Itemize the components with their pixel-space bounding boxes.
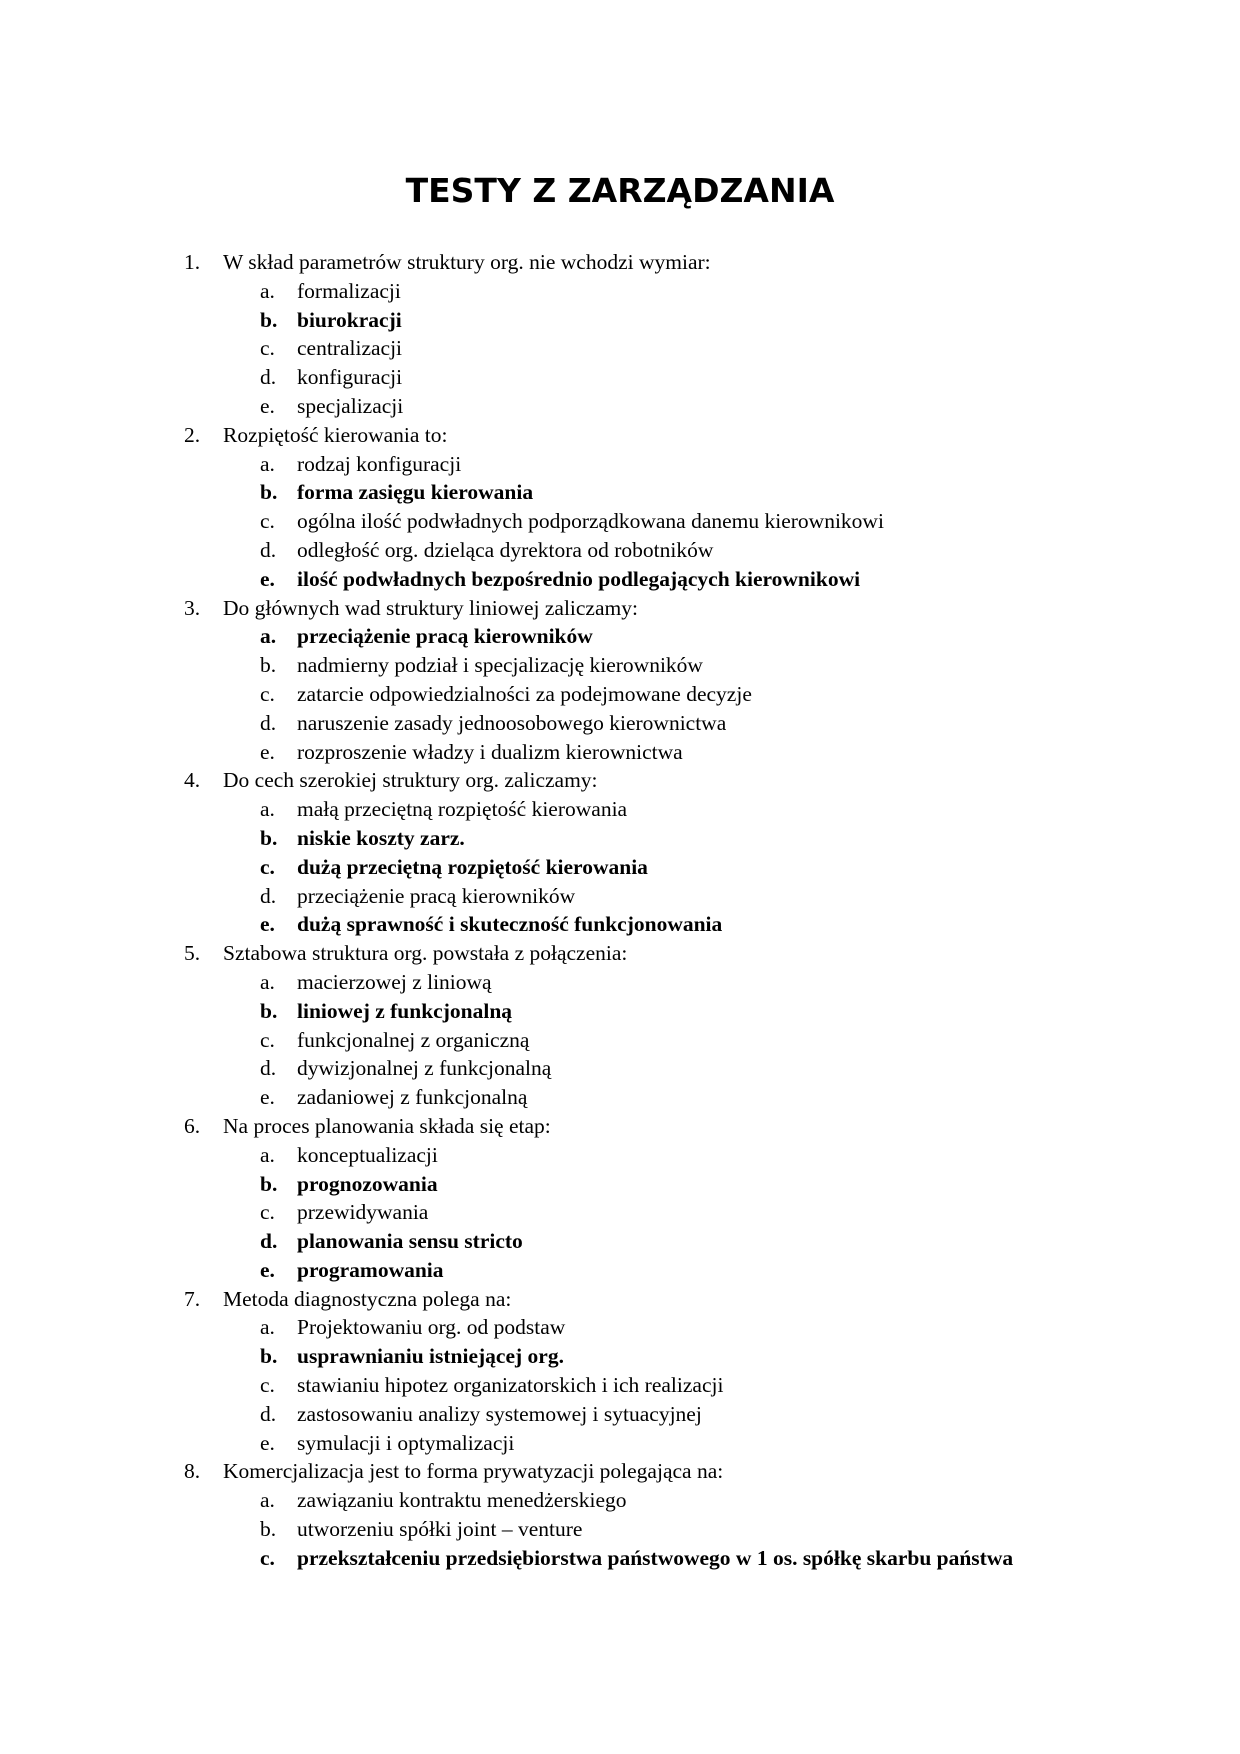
question-line xyxy=(0,594,1240,623)
question-item xyxy=(0,421,1240,594)
answer-option xyxy=(0,363,1240,392)
answer-letter: e. xyxy=(260,566,275,591)
question-item xyxy=(0,1112,1240,1285)
answer-text: odległość org. dzieląca dyrektora od robotników xyxy=(297,537,714,562)
answer-text: przeciążenie pracą kierowników xyxy=(297,624,593,649)
question-number: 6. xyxy=(184,1113,201,1138)
answer-letter: b. xyxy=(260,1171,278,1196)
answer-option-correct xyxy=(0,1342,1240,1371)
question-line xyxy=(0,939,1240,968)
question-line xyxy=(0,248,1240,277)
answer-text: Projektowaniu org. od podstaw xyxy=(297,1315,566,1340)
answer-option-correct xyxy=(0,565,1240,594)
answer-option xyxy=(0,882,1240,911)
question-text: Na proces planowania składa się etap: xyxy=(223,1113,551,1138)
answer-option xyxy=(0,1198,1240,1227)
answer-option xyxy=(0,1486,1240,1515)
question-line xyxy=(0,1112,1240,1141)
answer-letter: e. xyxy=(260,393,275,418)
answer-text: zadaniowej z funkcjonalną xyxy=(297,1085,528,1110)
answer-letter: e. xyxy=(260,1085,275,1110)
answer-letter: e. xyxy=(260,1430,275,1455)
answer-list xyxy=(0,1141,1240,1285)
answer-option xyxy=(0,1371,1240,1400)
answer-option xyxy=(0,680,1240,709)
answer-text: usprawnianiu istniejącej org. xyxy=(297,1344,564,1369)
question-item xyxy=(0,1457,1240,1572)
answer-option-correct xyxy=(0,478,1240,507)
answer-letter: b. xyxy=(260,1517,277,1542)
answer-letter: d. xyxy=(260,1229,278,1254)
question-item xyxy=(0,248,1240,421)
answer-option xyxy=(0,1083,1240,1112)
answer-text: symulacji i optymalizacji xyxy=(297,1430,515,1455)
answer-option-correct xyxy=(0,622,1240,651)
answer-letter: d. xyxy=(260,710,277,735)
answer-text: funkcjonalnej z organiczną xyxy=(297,1027,530,1052)
answer-text: programowania xyxy=(297,1257,444,1282)
answer-text: konfiguracji xyxy=(297,365,403,390)
answer-letter: b. xyxy=(260,998,278,1023)
question-number: 4. xyxy=(184,768,201,793)
question-number: 5. xyxy=(184,941,201,966)
answer-option-correct xyxy=(0,910,1240,939)
answer-text: utworzeniu spółki joint – venture xyxy=(297,1517,583,1542)
answer-letter: d. xyxy=(260,883,277,908)
question-item xyxy=(0,594,1240,767)
question-line xyxy=(0,766,1240,795)
answer-option xyxy=(0,1026,1240,1055)
answer-letter: b. xyxy=(260,653,277,678)
answer-text: rodzaj konfiguracji xyxy=(297,451,462,476)
answer-letter: b. xyxy=(260,1344,278,1369)
answer-list xyxy=(0,968,1240,1112)
answer-text: zastosowaniu analizy systemowej i sytuacyjnej xyxy=(297,1401,702,1426)
answer-letter: e. xyxy=(260,912,275,937)
answer-option xyxy=(0,334,1240,363)
question-text: Metoda diagnostyczna polega na: xyxy=(223,1286,512,1311)
answer-option xyxy=(0,968,1240,997)
question-text: Do cech szerokiej struktury org. zaliczamy: xyxy=(223,768,598,793)
question-number: 2. xyxy=(184,422,201,447)
answer-text: zawiązaniu kontraktu menedżerskiego xyxy=(297,1488,627,1513)
question-line xyxy=(0,1285,1240,1314)
question-number: 8. xyxy=(184,1459,201,1484)
question-text: Rozpiętość kierowania to: xyxy=(223,422,448,447)
answer-option xyxy=(0,1515,1240,1544)
answer-text: dywizjonalnej z funkcjonalną xyxy=(297,1056,552,1081)
answer-text: specjalizacji xyxy=(297,393,404,418)
answer-list xyxy=(0,277,1240,421)
answer-option xyxy=(0,1400,1240,1429)
answer-letter: a. xyxy=(260,1142,275,1167)
answer-letter: c. xyxy=(260,1200,275,1225)
answer-letter: b. xyxy=(260,480,278,505)
answer-option xyxy=(0,450,1240,479)
answer-text: dużą sprawność i skuteczność funkcjonowania xyxy=(297,912,723,937)
question-list xyxy=(0,248,1240,1573)
answer-option xyxy=(0,507,1240,536)
question-number: 1. xyxy=(184,250,201,274)
answer-option xyxy=(0,392,1240,421)
answer-text: naruszenie zasady jednoosobowego kierownictwa xyxy=(297,710,727,735)
answer-option xyxy=(0,1429,1240,1458)
question-text: Sztabowa struktura org. powstała z połączenia: xyxy=(223,941,628,966)
answer-letter: a. xyxy=(260,969,275,994)
answer-letter: a. xyxy=(260,797,275,822)
question-item xyxy=(0,939,1240,1112)
answer-letter: c. xyxy=(260,854,275,879)
question-number: 7. xyxy=(184,1286,201,1311)
question-item xyxy=(0,1285,1240,1458)
question-text: Do głównych wad struktury liniowej zaliczamy: xyxy=(223,595,638,620)
answer-letter: b. xyxy=(260,825,278,850)
answer-letter: d. xyxy=(260,1056,277,1081)
answer-option xyxy=(0,738,1240,767)
answer-option-correct xyxy=(0,306,1240,335)
answer-text: przekształceniu przedsiębiorstwa państwowego w 1 os. spółkę skarbu państwa xyxy=(297,1545,1014,1570)
answer-option-correct xyxy=(0,824,1240,853)
answer-list xyxy=(0,450,1240,594)
answer-text: formalizacji xyxy=(297,278,401,303)
answer-text: biurokracji xyxy=(297,307,402,332)
answer-option xyxy=(0,1313,1240,1342)
answer-letter: a. xyxy=(260,1315,275,1340)
answer-letter: b. xyxy=(260,307,278,332)
answer-option-correct xyxy=(0,1256,1240,1285)
answer-option-correct xyxy=(0,1170,1240,1199)
answer-text: liniowej z funkcjonalną xyxy=(297,998,513,1023)
answer-letter: c. xyxy=(260,509,275,534)
answer-text: zatarcie odpowiedzialności za podejmowane decyzje xyxy=(297,681,752,706)
answer-list xyxy=(0,622,1240,766)
answer-option xyxy=(0,536,1240,565)
answer-letter: d. xyxy=(260,365,277,390)
answer-letter: c. xyxy=(260,681,275,706)
answer-list xyxy=(0,795,1240,939)
answer-option xyxy=(0,795,1240,824)
answer-text: dużą przeciętną rozpiętość kierowania xyxy=(297,854,648,879)
answer-text: macierzowej z liniową xyxy=(297,969,492,994)
answer-text: konceptualizacji xyxy=(297,1142,438,1167)
answer-text: ogólna ilość podwładnych podporządkowana danemu kierownikowi xyxy=(297,509,884,534)
answer-option xyxy=(0,1054,1240,1083)
answer-letter: c. xyxy=(260,336,275,361)
answer-option-correct xyxy=(0,853,1240,882)
answer-option xyxy=(0,277,1240,306)
question-item xyxy=(0,766,1240,939)
answer-option xyxy=(0,709,1240,738)
answer-text: centralizacji xyxy=(297,336,403,361)
question-text: W skład parametrów struktury org. nie wchodzi wymiar: xyxy=(223,250,711,274)
answer-text: małą przeciętną rozpiętość kierowania xyxy=(297,797,628,822)
answer-letter: a. xyxy=(260,1488,275,1513)
answer-option-correct xyxy=(0,1227,1240,1256)
answer-letter: a. xyxy=(260,451,275,476)
answer-letter: c. xyxy=(260,1373,275,1398)
question-text: Komercjalizacja jest to forma prywatyzacji polegająca na: xyxy=(223,1459,724,1484)
question-line xyxy=(0,1457,1240,1486)
answer-text: przeciążenie pracą kierowników xyxy=(297,883,576,908)
question-number: 3. xyxy=(184,595,201,620)
answer-list xyxy=(0,1313,1240,1457)
answer-letter: d. xyxy=(260,1401,277,1426)
answer-option-correct xyxy=(0,997,1240,1026)
answer-text: niskie koszty zarz. xyxy=(297,825,465,850)
answer-letter: e. xyxy=(260,739,275,764)
answer-text: forma zasięgu kierowania xyxy=(297,480,534,505)
answer-option-correct xyxy=(0,1544,1240,1573)
question-line xyxy=(0,421,1240,450)
answer-letter: a. xyxy=(260,624,277,649)
answer-option xyxy=(0,1141,1240,1170)
document-title: TESTY Z ZARZĄDZANIA xyxy=(405,171,835,210)
answer-text: przewidywania xyxy=(297,1200,429,1225)
answer-letter: c. xyxy=(260,1545,275,1570)
answer-text: ilość podwładnych bezpośrednio podlegających kierownikowi xyxy=(297,566,861,591)
answer-text: prognozowania xyxy=(297,1171,438,1196)
answer-option xyxy=(0,651,1240,680)
answer-text: stawianiu hipotez organizatorskich i ich realizacji xyxy=(297,1373,724,1398)
answer-text: planowania sensu stricto xyxy=(297,1229,523,1254)
answer-text: rozproszenie władzy i dualizm kierownictwa xyxy=(297,739,683,764)
answer-list xyxy=(0,1486,1240,1572)
answer-letter: a. xyxy=(260,278,275,303)
answer-text: nadmierny podział i specjalizację kierowników xyxy=(297,653,703,678)
answer-letter: e. xyxy=(260,1257,275,1282)
answer-letter: d. xyxy=(260,537,277,562)
answer-letter: c. xyxy=(260,1027,275,1052)
